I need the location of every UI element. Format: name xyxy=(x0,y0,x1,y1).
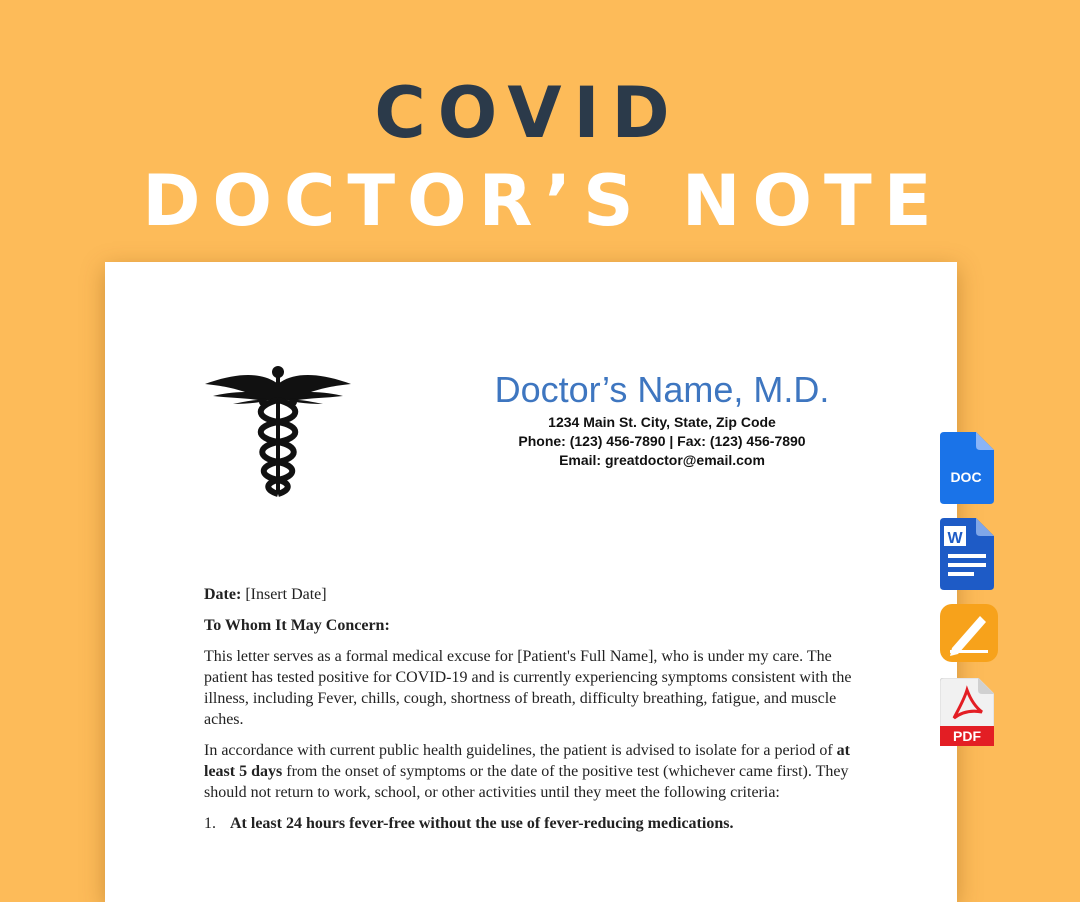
address: 1234 Main St. City, State, Zip Code xyxy=(548,414,776,430)
date-label: Date: xyxy=(204,586,242,603)
doc-file-icon xyxy=(940,432,994,504)
date-value: [Insert Date] xyxy=(241,586,327,603)
criteria-list xyxy=(204,813,864,834)
paragraph-2 xyxy=(204,740,864,803)
doctor-name: Doctor’s Name, M.D. xyxy=(494,369,830,410)
caduceus-icon xyxy=(203,362,353,497)
salutation: To Whom It May Concern: xyxy=(204,617,390,634)
paragraph-2-bold: at least 5 days xyxy=(204,742,850,780)
pdf-file-icon xyxy=(940,678,994,746)
paragraph-2-end: from the onset of symptoms or the date of the positive test (whichever came first). They should not return to work, school, or other activities until they meet the following criteria: xyxy=(204,763,849,801)
date-line xyxy=(204,584,864,605)
word-file-label: W xyxy=(947,530,963,547)
list-item-number: 1. xyxy=(204,815,216,832)
paragraph-1: This letter serves as a formal medical excuse for [Patient's Full Name], who is under my care. The patient has tested positive for COVID-19 and is currently experiencing symptoms consistent with the illness, including Fever, chills, cough, shortness of breath, difficulty breathing, fatigue, and muscle aches. xyxy=(204,648,852,728)
pdf-file-label: PDF xyxy=(953,728,981,744)
phone-fax: Phone: (123) 456-7890 | Fax: (123) 456-7890 xyxy=(518,433,806,449)
page-title-line1: COVID xyxy=(374,72,682,154)
page-title-line2: DOCTOR’S NOTE xyxy=(142,160,944,242)
email: Email: greatdoctor@email.com xyxy=(559,452,765,468)
list-item-text: At least 24 hours fever-free without the use of fever-reducing medications. xyxy=(230,815,734,832)
word-file-icon xyxy=(940,518,994,590)
pages-file-icon xyxy=(940,604,998,662)
doc-file-label: DOC xyxy=(950,469,982,485)
list-item xyxy=(204,813,864,834)
letter-body xyxy=(204,584,864,834)
letterhead xyxy=(387,367,937,470)
paragraph-2-start: In accordance with current public health guidelines, the patient is advised to isolate for a period of xyxy=(204,742,837,759)
document-page xyxy=(105,262,957,902)
